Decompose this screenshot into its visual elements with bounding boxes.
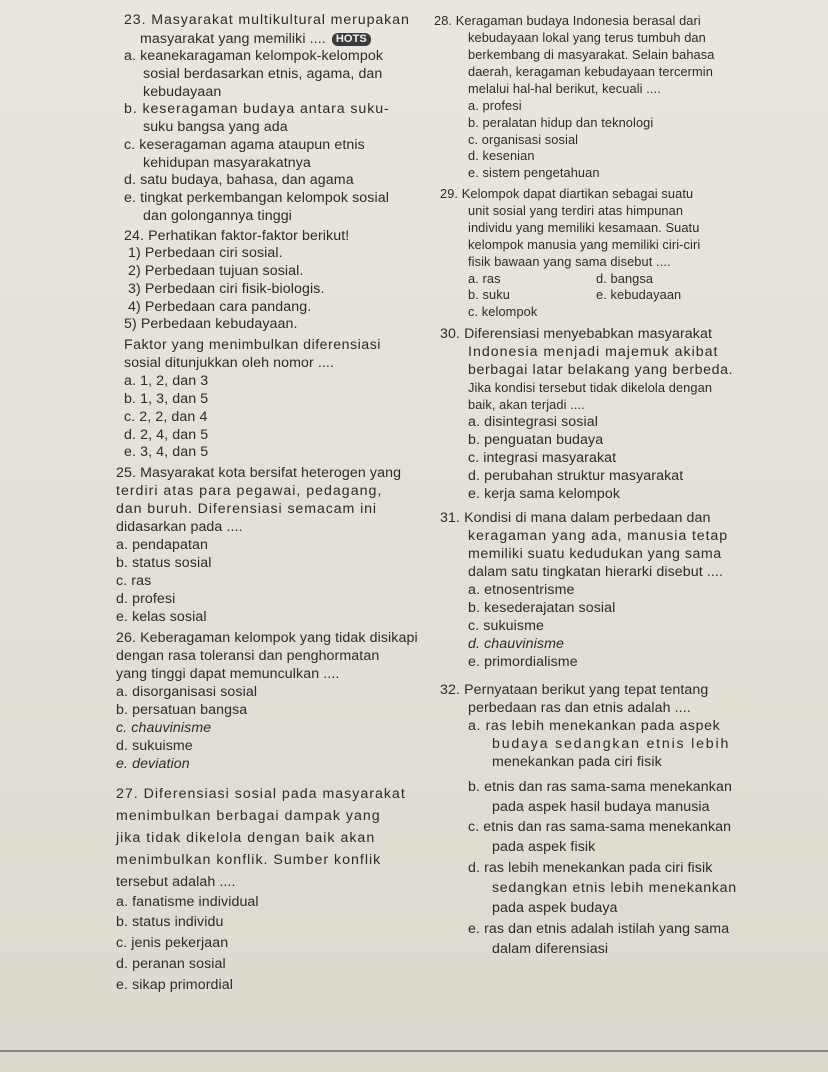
question-31-stem: 31. Kondisi di mana dalam perbedaan dan <box>440 510 711 526</box>
question-30-stem: berbagai latar belakang yang berbeda. <box>468 362 734 378</box>
question-32-option-a: a. ras lebih menekankan pada aspek <box>468 718 721 734</box>
question-23-option-d: d. satu budaya, bahasa, dan agama <box>124 172 354 188</box>
question-28-stem: melalui hal-hal berikut, kecuali .... <box>468 81 661 96</box>
question-27-option-b: b. status individu <box>116 914 224 930</box>
question-30-stem: Jika kondisi tersebut tidak dikelola dengan <box>468 380 713 395</box>
question-25-option-d: d. profesi <box>116 591 176 607</box>
question-23-option-e: dan golongannya tinggi <box>143 208 292 224</box>
question-31-stem: keragaman yang ada, manusia tetap <box>468 528 729 544</box>
question-29-stem: 29. Kelompok dapat diartikan sebagai suatu <box>440 186 694 201</box>
question-30-stem: 30. Diferensiasi menyebabkan masyarakat <box>440 326 713 342</box>
question-24-factor: 4) Perbedaan cara pandang. <box>128 299 312 315</box>
question-28-stem: daerah, keragaman kebudayaan tercermin <box>468 64 713 79</box>
question-28-option-b: b. peralatan hidup dan teknologi <box>468 115 654 130</box>
question-31-option-e: e. primordialisme <box>468 654 578 670</box>
question-27-stem: 27. Diferensiasi sosial pada masyarakat <box>116 786 406 802</box>
page-bottom-rule <box>0 1050 828 1052</box>
question-25-option-b: b. status sosial <box>116 555 212 571</box>
question-24-factor: 5) Perbedaan kebudayaan. <box>124 316 298 332</box>
question-29-option-a: a. ras <box>468 271 501 286</box>
question-28-option-a: a. profesi <box>468 98 522 113</box>
question-32-option-d: pada aspek budaya <box>492 900 618 916</box>
question-29-stem: unit sosial yang terdiri atas himpunan <box>468 203 684 218</box>
question-30-option-a: a. disintegrasi sosial <box>468 414 598 430</box>
question-26-option-c: c. chauvinisme <box>116 720 212 736</box>
question-29-option-d: d. bangsa <box>596 271 654 286</box>
question-32-stem: 32. Pernyataan berikut yang tepat tentang <box>440 682 709 698</box>
question-30-option-d: d. perubahan struktur masyarakat <box>468 468 684 484</box>
question-24-option-a: a. 1, 2, dan 3 <box>124 373 209 389</box>
question-25-stem: dan buruh. Diferensiasi semacam ini <box>116 501 377 517</box>
question-25-option-a: a. pendapatan <box>116 537 209 553</box>
question-25-stem: 25. Masyarakat kota bersifat heterogen yang <box>116 465 402 481</box>
question-24-option-d: d. 2, 4, dan 5 <box>124 427 209 443</box>
question-29-stem: fisik bawaan yang sama disebut .... <box>468 254 671 269</box>
question-32-option-a: menekankan pada ciri fisik <box>492 754 662 770</box>
question-26-stem: 26. Keberagaman kelompok yang tidak disikapi <box>116 630 418 646</box>
question-24-stem: sosial ditunjukkan oleh nomor .... <box>124 355 335 371</box>
question-23-option-a: a. keanekaragaman kelompok-kelompok <box>124 48 384 64</box>
question-29-option-e: e. kebudayaan <box>596 287 682 302</box>
question-30-stem: Indonesia menjadi majemuk akibat <box>468 344 719 360</box>
question-32-option-d: d. ras lebih menekankan pada ciri fisik <box>468 860 713 876</box>
question-32-option-d: sedangkan etnis lebih menekankan <box>492 880 737 896</box>
question-30-option-e: e. kerja sama kelompok <box>468 486 621 502</box>
question-29-option-c: c. kelompok <box>468 304 538 319</box>
question-25-option-c: c. ras <box>116 573 152 589</box>
question-23-option-b: b. keseragaman budaya antara suku- <box>124 101 390 117</box>
question-23-option-a: sosial berdasarkan etnis, agama, dan <box>143 66 383 82</box>
question-24-stem: 24. Perhatikan faktor-faktor berikut! <box>124 228 350 244</box>
question-26-option-a: a. disorganisasi sosial <box>116 684 258 700</box>
question-24-option-c: c. 2, 2, dan 4 <box>124 409 208 425</box>
question-28-stem: berkembang di masyarakat. Selain bahasa <box>468 47 715 62</box>
question-31-option-d: d. chauvinisme <box>468 636 565 652</box>
question-31-option-b: b. kesederajatan sosial <box>468 600 616 616</box>
question-26-stem: dengan rasa toleransi dan penghormatan <box>116 648 380 664</box>
question-23-option-c: kehidupan masyarakatnya <box>143 155 311 171</box>
question-30-stem: baik, akan terjadi .... <box>468 397 585 412</box>
question-25-option-e: e. kelas sosial <box>116 609 207 625</box>
question-28-stem: kebudayaan lokal yang terus tumbuh dan <box>468 30 706 45</box>
question-23-stem-text: masyarakat yang memiliki .... <box>140 31 326 47</box>
question-26-option-d: d. sukuisme <box>116 738 193 754</box>
question-25-stem: didasarkan pada .... <box>116 519 243 535</box>
question-24-factor: 2) Perbedaan tujuan sosial. <box>128 263 304 279</box>
question-29-stem: individu yang memiliki kesamaan. Suatu <box>468 220 700 235</box>
question-24-factor: 1) Perbedaan ciri sosial. <box>128 245 283 261</box>
question-28-option-d: d. kesenian <box>468 148 535 163</box>
question-23-option-e: e. tingkat perkembangan kelompok sosial <box>124 190 389 206</box>
question-23-option-b: suku bangsa yang ada <box>143 119 288 135</box>
question-24-stem: Faktor yang menimbulkan diferensiasi <box>124 337 381 353</box>
question-26-option-b: b. persatuan bangsa <box>116 702 248 718</box>
question-26-stem: yang tinggi dapat memunculkan .... <box>116 666 340 682</box>
question-26-option-e: e. deviation <box>116 756 190 772</box>
question-32-stem: perbedaan ras dan etnis adalah .... <box>468 700 691 716</box>
question-27-stem: menimbulkan berbagai dampak yang <box>116 808 381 824</box>
question-28-stem: 28. Keragaman budaya Indonesia berasal dari <box>434 13 701 28</box>
question-29-stem: kelompok manusia yang memiliki ciri-ciri <box>468 237 701 252</box>
question-28-option-c: c. organisasi sosial <box>468 132 579 147</box>
question-27-option-a: a. fanatisme individual <box>116 894 259 910</box>
question-27-stem: jika tidak dikelola dengan baik akan <box>116 830 376 846</box>
question-23-stem: 23. Masyarakat multikultural merupakan <box>124 12 410 28</box>
question-31-stem: memiliki suatu kedudukan yang sama <box>468 546 722 562</box>
question-32-option-a: budaya sedangkan etnis lebih <box>492 736 731 752</box>
question-32-option-c: c. etnis dan ras sama-sama menekankan <box>468 819 732 835</box>
question-32-option-e: e. ras dan etnis adalah istilah yang sama <box>468 921 730 937</box>
question-30-option-b: b. penguatan budaya <box>468 432 604 448</box>
hots-badge: HOTS <box>332 33 371 46</box>
question-31-stem: dalam satu tingkatan hierarki disebut .... <box>468 564 723 580</box>
question-23-option-a: kebudayaan <box>143 84 222 100</box>
question-28-option-e: e. sistem pengetahuan <box>468 165 600 180</box>
question-25-stem: terdiri atas para pegawai, pedagang, <box>116 483 383 499</box>
question-24-option-b: b. 1, 3, dan 5 <box>124 391 209 407</box>
question-29-option-b: b. suku <box>468 287 510 302</box>
question-24-option-e: e. 3, 4, dan 5 <box>124 444 209 460</box>
question-31-option-a: a. etnosentrisme <box>468 582 575 598</box>
question-32-option-e: dalam diferensiasi <box>492 941 609 957</box>
question-32-option-b: pada aspek hasil budaya manusia <box>492 799 710 815</box>
question-30-option-c: c. integrasi masyarakat <box>468 450 617 466</box>
question-27-option-e: e. sikap primordial <box>116 977 234 993</box>
question-23-option-c: c. keseragaman agama ataupun etnis <box>124 137 365 153</box>
question-27-option-d: d. peranan sosial <box>116 956 226 972</box>
question-31-option-c: c. sukuisme <box>468 618 544 634</box>
question-23-stem <box>140 31 371 47</box>
question-32-option-c: pada aspek fisik <box>492 839 596 855</box>
question-27-stem: tersebut adalah .... <box>116 874 236 890</box>
question-27-option-c: c. jenis pekerjaan <box>116 935 229 951</box>
question-32-option-b: b. etnis dan ras sama-sama menekankan <box>468 779 732 795</box>
question-27-stem: menimbulkan konflik. Sumber konflik <box>116 852 382 868</box>
question-24-factor: 3) Perbedaan ciri fisik-biologis. <box>128 281 325 297</box>
